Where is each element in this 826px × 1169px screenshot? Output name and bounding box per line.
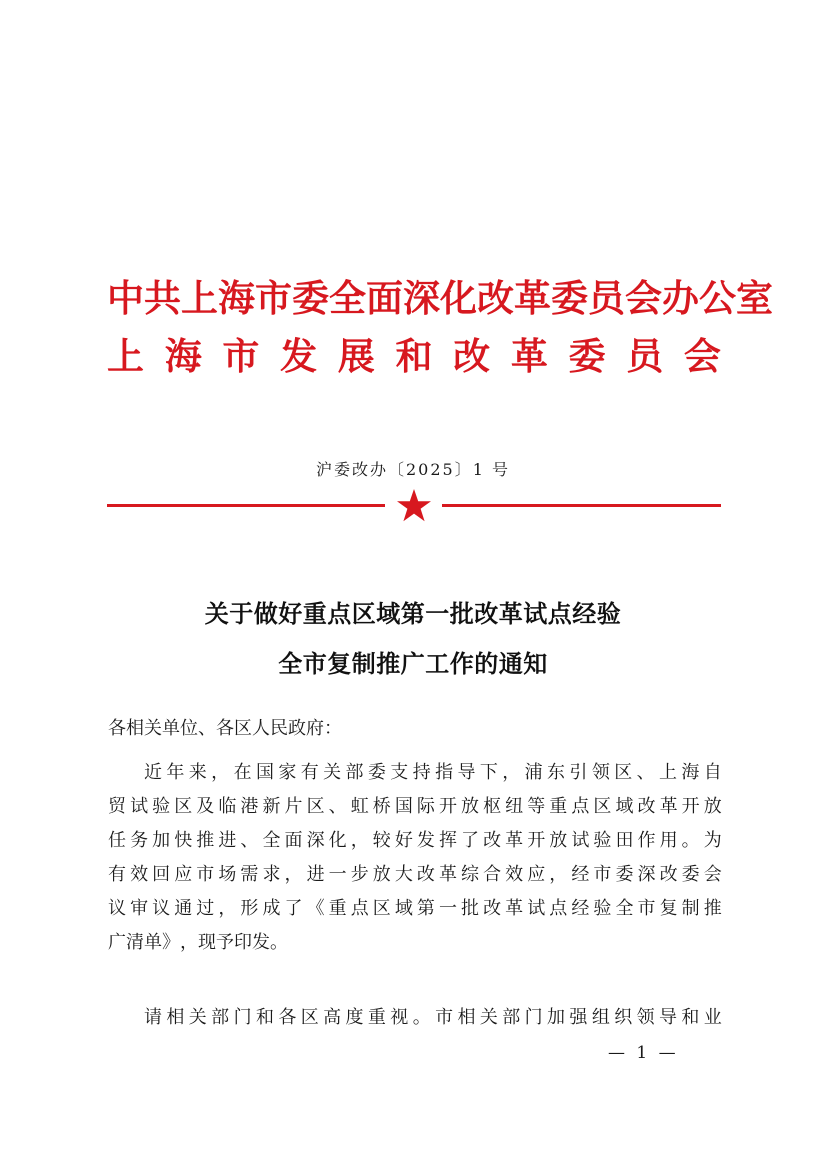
paragraph-1 (108, 756, 722, 960)
document-title-line-1: 关于做好重点区域第一批改革试点经验 (204, 599, 622, 628)
paragraph-1-line: 近 年 来 ， 在 国 家 有 关 部 委 支 持 指 导 下 ， 浦 东 引 领 区 、 上 海 自 (144, 762, 722, 783)
paragraph-2-line: 请 相 关 部 门 和 各 区 高 度 重 视 。 市 相 关 部 门 加 强 组 织 领 导 和 业 (144, 1007, 722, 1028)
paragraph-1-line: 议 审 议 通 过 ， 形 成 了 《 重 点 区 域 第 一 批 改 革 试 点 经 验 全 市 复 制 推 (108, 898, 722, 919)
document-number: 沪委改办〔2025〕1 号 (316, 460, 510, 479)
red-star-icon (396, 488, 432, 524)
red-rule-left (107, 504, 385, 507)
red-rule-right (442, 504, 721, 507)
paragraph-1-line: 广 清 单 》 ， 现 予 印 发 。 (108, 932, 288, 953)
page-number: — 1 — (608, 1043, 679, 1063)
paragraph-1-line: 任 务 加 快 推 进 、 全 面 深 化 ， 较 好 发 挥 了 改 革 开 放 试 验 田 作 用 。 为 (108, 830, 722, 851)
paragraph-1-line: 有 效 回 应 市 场 需 求 ， 进 一 步 放 大 改 革 综 合 效 应 ， 经 市 委 深 改 委 会 (108, 864, 722, 885)
salutation: 各相关单位、各区人民政府： (108, 718, 342, 739)
issuer-line-1: 中 共 上 海 市 委 全 面 深 化 改 革 委 员 会 办 公 室 (107, 276, 773, 320)
issuer-line-2: 上 海 市 发 展 和 改 革 委 员 会 (107, 334, 721, 378)
paragraph-1-line: 贸 试 验 区 及 临 港 新 片 区 、 虹 桥 国 际 开 放 枢 纽 等 重 点 区 域 改 革 开 放 (108, 796, 722, 817)
document-title-line-2: 全市复制推广工作的通知 (278, 649, 548, 678)
paragraph-2 (108, 1001, 722, 1035)
